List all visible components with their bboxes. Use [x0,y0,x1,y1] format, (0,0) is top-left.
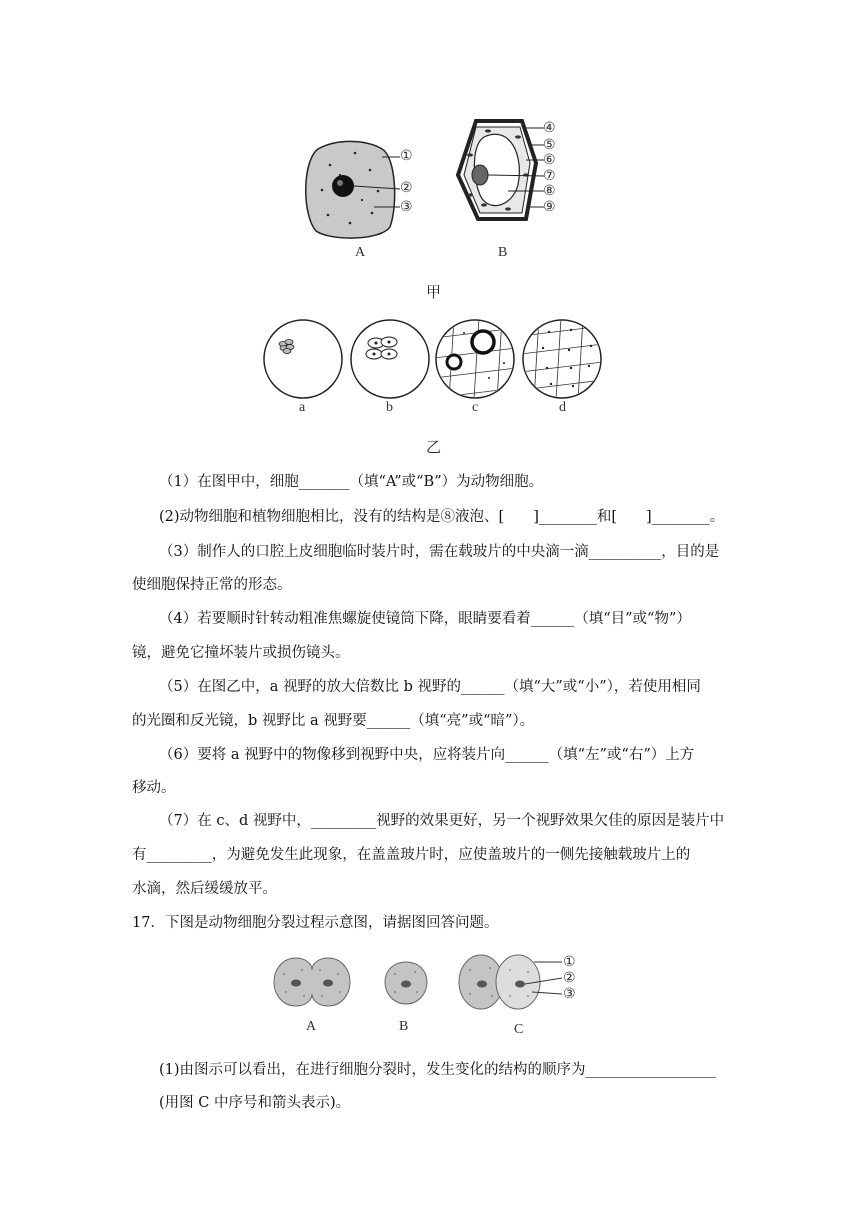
figure-yi-label-a: a [299,400,306,415]
division-marker-1: ① [563,955,576,970]
marker-1: ① [400,149,413,164]
q16-line-5: （4）若要顺时针转动粗准焦螺旋使镜筒下降，眼睛要看着______（填“目”或“物”） [159,611,691,627]
q16-line-3: （3）制作人的口腔上皮细胞临时装片时，需在载玻片的中央滴一滴__________，目的是 [159,544,720,560]
division-marker-2: ② [563,971,576,986]
q17-line-2: (用图 C 中序号和箭头表示)。 [159,1095,351,1111]
q16-line-2: (2)动物细胞和植物细胞相比，没有的结构是⑧液泡、[ ]________和[ ]________。 [159,509,725,525]
figure-jia-label-a: A [355,245,366,260]
division-label-a: A [306,1019,317,1034]
figure-jia-label-b: B [498,245,508,260]
q16-line-6: 镜，避免它撞坏装片或损伤镜头。 [132,645,350,661]
q16-line-13: 水滴，然后缓缓放平。 [132,881,277,897]
q16-line-1: （1）在图甲中，细胞_______（填“A”或“B”）为动物细胞。 [159,474,544,490]
marker-8: ⑧ [543,184,556,199]
q16-line-4: 使细胞保持正常的形态。 [132,577,292,593]
figure-yi-title: 乙 [426,438,442,456]
q16-line-11: （7）在 c、d 视野中，_________视野的效果更好，另一个视野效果欠佳的原因是装片中 [159,813,725,829]
q16-line-10: 移动。 [132,780,176,796]
marker-7: ⑦ [543,169,556,184]
q17-stem: 17．下图是动物细胞分裂过程示意图，请据图回答问题。 [132,915,499,931]
figure-yi-label-b: b [386,400,393,415]
figure-yi-label-c: c [472,400,479,415]
figure-yi-view-a [262,318,344,400]
q16-line-8: 的光圈和反光镜，b 视野比 a 视野要______（填“亮”或“暗”）。 [132,713,535,729]
marker-5: ⑤ [543,138,556,153]
marker-9: ⑨ [543,200,556,215]
division-label-c: C [514,1022,524,1037]
marker-3: ③ [400,200,413,215]
figure-yi-view-d [521,318,603,400]
division-label-b: B [399,1019,409,1034]
figure-division-a [272,956,352,1008]
figure-yi-view-b [349,318,431,400]
marker-6: ⑥ [543,153,556,168]
figure-jia-title: 甲 [426,283,442,301]
division-marker-3: ③ [563,987,576,1002]
marker-4: ④ [543,121,556,136]
figure-jia-cell-b [448,115,548,245]
q17-line-1: (1)由图示可以看出，在进行细胞分裂时，发生变化的结构的顺序为__________________ [159,1062,717,1078]
q16-line-9: （6）要将 a 视野中的物像移到视野中央，应将装片向______（填“左”或“右”）上方 [159,747,695,763]
figure-division-b [383,960,429,1006]
marker-2: ② [400,181,413,196]
q16-line-12: 有_________，为避免发生此现象，在盖盖玻片时，应使盖玻片的一侧先接触载玻片上的 [132,847,691,863]
q16-line-7: （5）在图乙中，a 视野的放大倍数比 b 视野的______（填“大”或“小”），若使用相同 [159,679,701,695]
figure-division-c [456,952,580,1012]
figure-yi-label-d: d [559,400,566,415]
figure-yi-view-c [434,318,516,400]
